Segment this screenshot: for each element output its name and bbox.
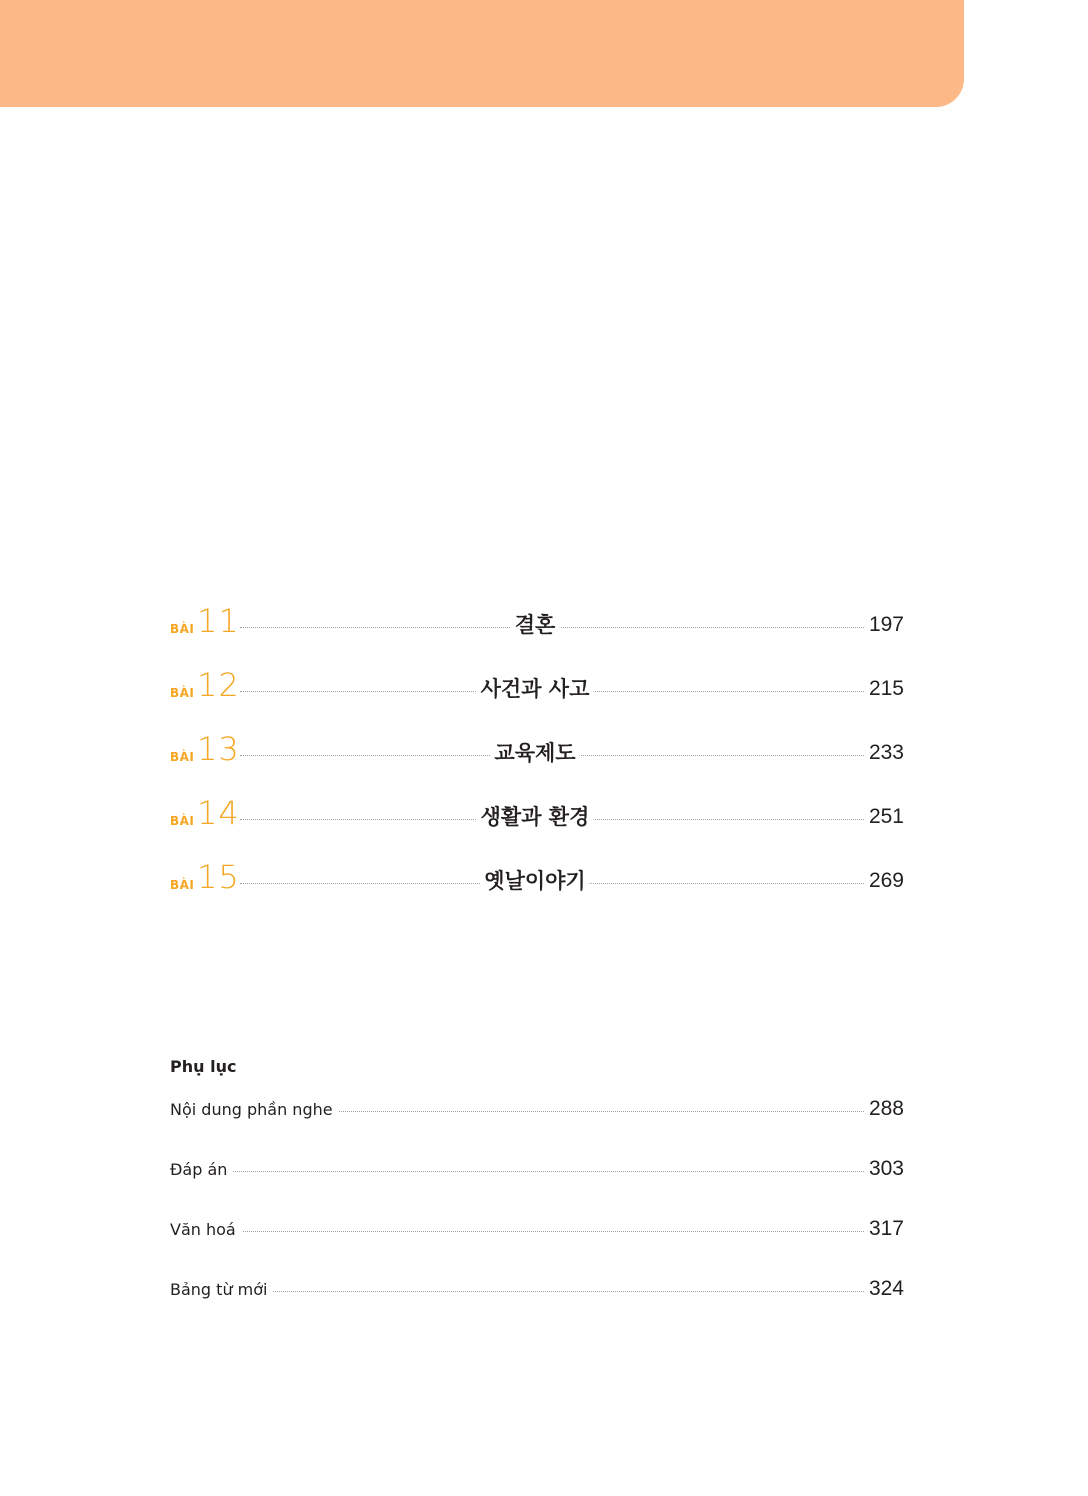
lesson-title: 교육제도 xyxy=(490,739,579,767)
page-number: 303 xyxy=(866,1156,904,1182)
appendix-item-label: Bảng từ mới xyxy=(170,1279,273,1301)
lesson-row[interactable] xyxy=(170,732,904,796)
lesson-row[interactable] xyxy=(170,668,904,732)
page-number: 317 xyxy=(866,1216,904,1242)
lesson-title: 옛날이야기 xyxy=(480,867,589,895)
dot-leader xyxy=(170,1231,864,1232)
lesson-prefix: BÀI xyxy=(170,686,195,700)
page-number: 324 xyxy=(866,1276,904,1302)
appendix-item[interactable] xyxy=(170,1216,904,1276)
lesson-row[interactable] xyxy=(170,604,904,668)
header-band xyxy=(0,0,964,107)
lesson-list xyxy=(170,604,904,924)
appendix-item-label: Văn hoá xyxy=(170,1219,242,1241)
lesson-title: 사건과 사고 xyxy=(477,675,594,703)
lesson-prefix: BÀI xyxy=(170,622,195,636)
appendix-section xyxy=(170,1056,904,1336)
lesson-number: 14 xyxy=(197,794,240,832)
lesson-prefix: BÀI xyxy=(170,878,195,892)
appendix-item-label: Đáp án xyxy=(170,1159,233,1181)
page-number: 269 xyxy=(866,868,904,894)
appendix-item-label: Nội dung phần nghe xyxy=(170,1099,339,1121)
lesson-title: 생활과 환경 xyxy=(477,803,594,831)
page-number: 251 xyxy=(866,804,904,830)
lesson-number: 12 xyxy=(197,666,240,704)
page-number: 215 xyxy=(866,676,904,702)
dot-leader xyxy=(170,1171,864,1172)
appendix-heading: Phụ lục xyxy=(170,1057,237,1076)
lesson-prefix: BÀI xyxy=(170,814,195,828)
page-number: 197 xyxy=(866,612,904,638)
lesson-row[interactable] xyxy=(170,860,904,924)
appendix-item[interactable] xyxy=(170,1276,904,1336)
dot-leader xyxy=(170,1291,864,1292)
lesson-number: 11 xyxy=(197,602,240,640)
lesson-title: 결혼 xyxy=(511,611,560,639)
lesson-number: 15 xyxy=(197,858,240,896)
appendix-item[interactable] xyxy=(170,1096,904,1156)
lesson-prefix: BÀI xyxy=(170,750,195,764)
page-number: 233 xyxy=(866,740,904,766)
page-number: 288 xyxy=(866,1096,904,1122)
lesson-row[interactable] xyxy=(170,796,904,860)
lesson-number: 13 xyxy=(197,730,240,768)
appendix-item[interactable] xyxy=(170,1156,904,1216)
